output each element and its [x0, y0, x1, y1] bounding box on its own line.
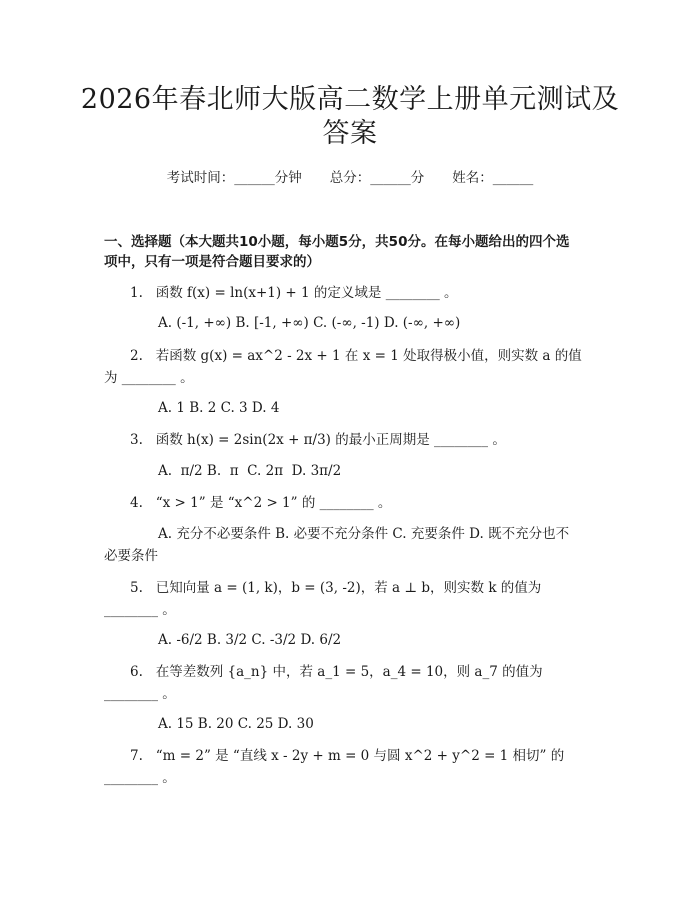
question-3-stem: 3. 函数 h(x) = 2sin(2x + π/3) 的最小正周期是 ________ 。: [130, 432, 506, 448]
section-heading-line-2: 项中，只有一项是符合题目要求的）: [104, 254, 320, 270]
total-score: 总分：______分: [329, 170, 425, 186]
question-3-options: A. π/2 B. π C. 2π D. 3π/2: [158, 463, 342, 479]
question-5-stem-cont: ________ 。: [104, 602, 176, 618]
title-line-2: 答案: [322, 118, 378, 149]
title-line-1: 2026年春北师大版高二数学上册单元测试及: [80, 84, 620, 115]
section-heading-line-1: 一、选择题（本大题共10小题，每小题5分，共50分。在每小题给出的四个选: [104, 234, 570, 250]
page-title: [60, 83, 640, 151]
question-2-stem-cont: 为 ________ 。: [104, 370, 194, 386]
question-1-stem: 1. 函数 f(x) = ln(x+1) + 1 的定义域是 ________ 。: [130, 285, 458, 301]
question-6-options: A. 15 B. 20 C. 25 D. 30: [158, 716, 314, 732]
question-5-options: A. -6/2 B. 3/2 C. -3/2 D. 6/2: [158, 632, 342, 648]
question-7-stem: 7. “m = 2” 是 “直线 x - 2y + m = 0 与圆 x^2 + y^2 = 1 相切” 的: [130, 748, 565, 764]
question-4-options-cont: 必要条件: [104, 548, 158, 564]
section-heading: [104, 232, 630, 272]
exam-info: [0, 168, 700, 188]
question-6-stem: 6. 在等差数列 {a_n} 中，若 a_1 = 5，a_4 = 10，则 a_7 的值为: [130, 664, 543, 680]
exam-time: 考试时间：______分钟: [166, 170, 302, 186]
question-4-options: A. 充分不必要条件 B. 必要不充分条件 C. 充要条件 D. 既不充分也不: [158, 526, 570, 542]
question-4-stem: 4. “x > 1” 是 “x^2 > 1” 的 ________ 。: [130, 495, 392, 511]
question-7-stem-cont: ________ 。: [104, 770, 176, 786]
student-name: 姓名：______: [452, 170, 534, 186]
question-1-options: A. (-1, +∞) B. [-1, +∞) C. (-∞, -1) D. (-∞, +∞): [158, 315, 461, 331]
question-6-stem-cont: ________ 。: [104, 686, 176, 702]
question-2-options: A. 1 B. 2 C. 3 D. 4: [158, 400, 280, 416]
question-5-stem: 5. 已知向量 a = (1, k)，b = (3, -2)，若 a ⊥ b，则实数 k 的值为: [130, 580, 542, 596]
question-2-stem: 2. 若函数 g(x) = ax^2 - 2x + 1 在 x = 1 处取得极小值，则实数 a 的值: [130, 348, 582, 364]
